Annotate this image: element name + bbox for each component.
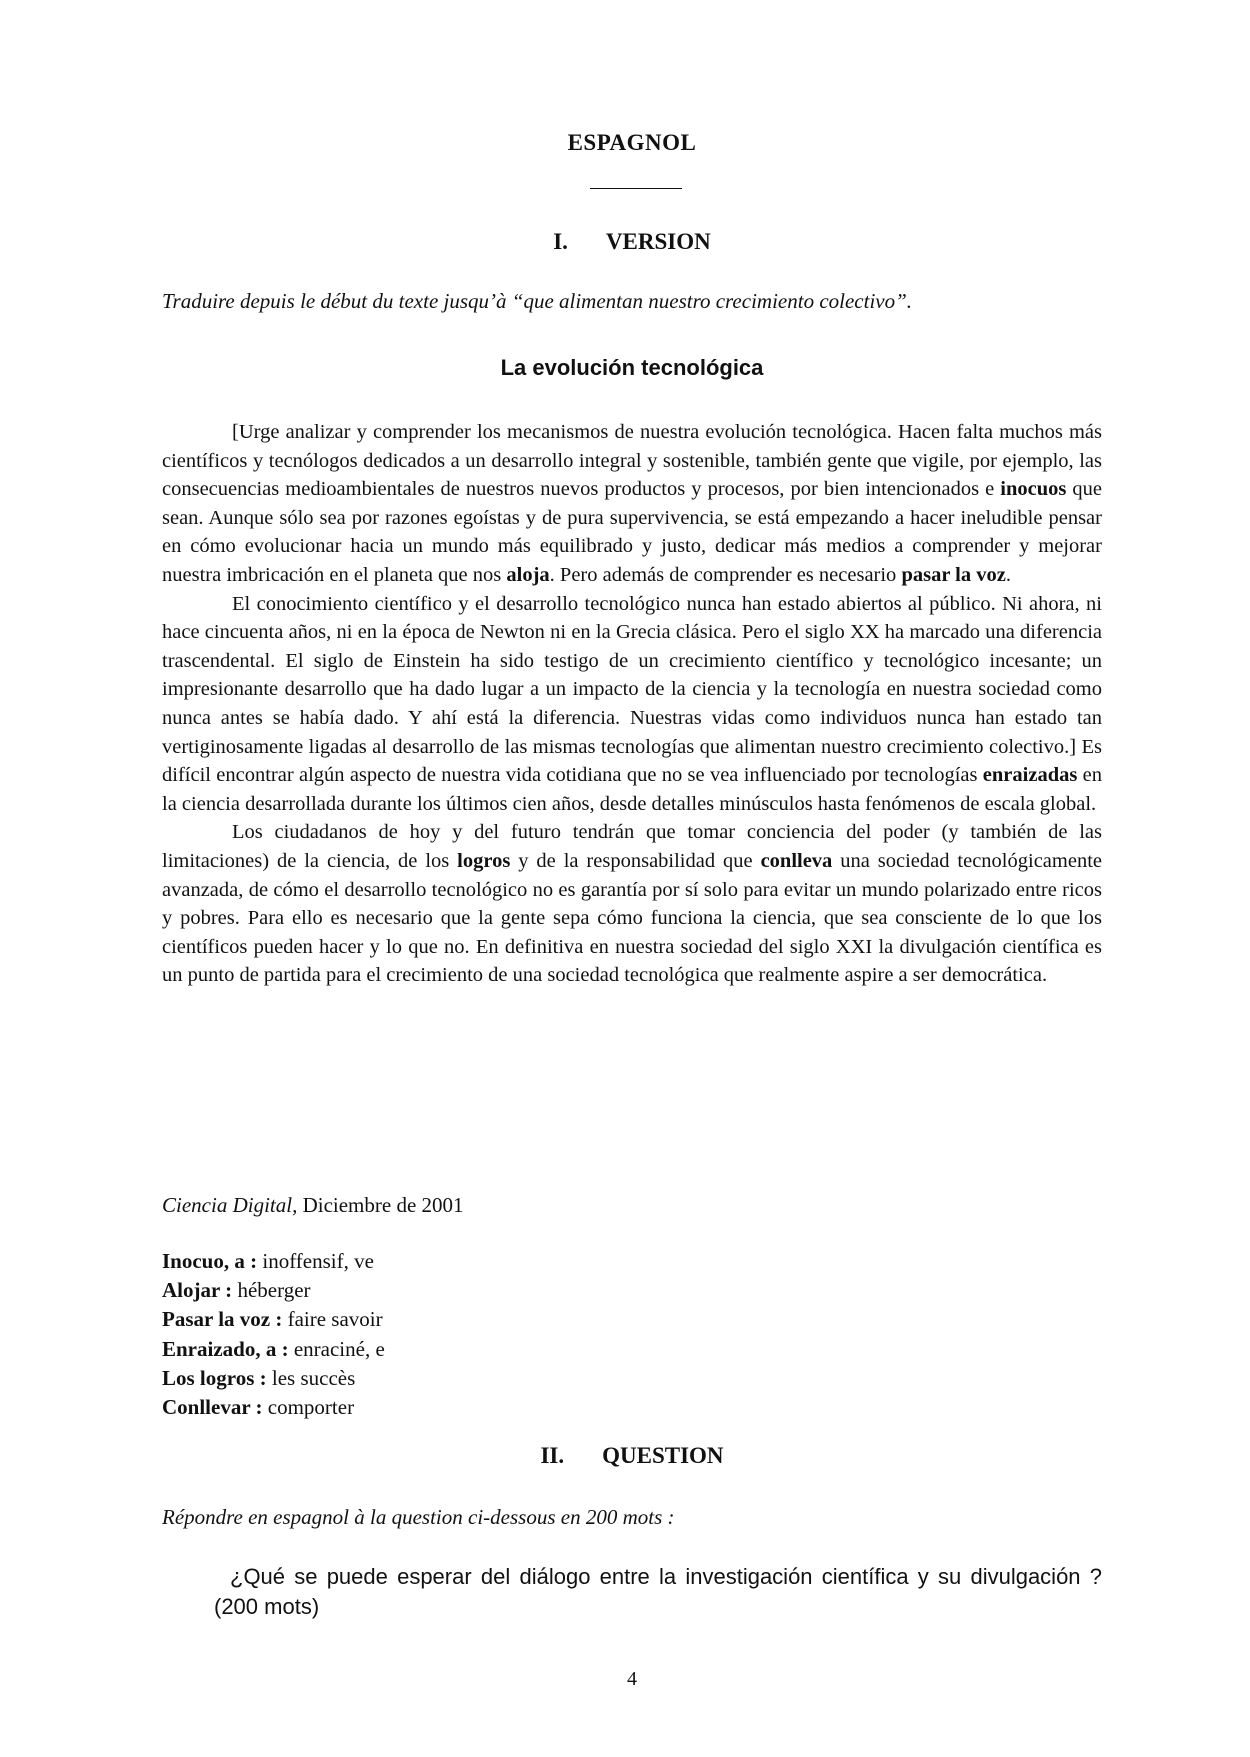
glossary-definition: les succès <box>266 1365 356 1390</box>
glossary-definition: inoffensif, ve <box>257 1249 374 1273</box>
title-underline <box>590 188 682 189</box>
source-name: Ciencia Digital, <box>162 1193 298 1217</box>
text-title: La evolución tecnológica <box>500 355 764 380</box>
word-count: (200 mots) <box>214 1594 320 1619</box>
text-run: . <box>1005 563 1011 586</box>
paragraph-3 <box>162 818 1102 990</box>
text-run: Los ciudadanos de hoy y del futuro tendrán que tomar conciencia del poder (y también de las limitaciones) de la ciencia, de los <box>162 821 1102 872</box>
keyword-conlleva: conlleva <box>760 849 833 872</box>
glossary-term: Enraizado, a : <box>162 1336 289 1361</box>
glossary-term: Pasar la voz : <box>162 1307 283 1332</box>
glossary-entry <box>162 1305 1102 1334</box>
version-instruction: Traduire depuis le début du texte jusqu’à “que alimentan nuestro crecimiento colectivo”. <box>162 289 913 313</box>
glossary-definition: enraciné, e <box>288 1336 385 1361</box>
article-body <box>162 418 1102 990</box>
glossary-definition: comporter <box>262 1395 355 1420</box>
glossary <box>162 1247 1102 1422</box>
text-run: [Urge analizar y comprender los mecanismos de nuestra evolución tecnológica. Hacen falta muchos más científicos y tecnólogos dedicados a un desarrollo integral y sostenible, también gente que vigile, por ejemplo, las consecuencias medioambientales de nuestros nuevos productos y procesos, por bien intencionados e <box>162 421 1102 501</box>
article-source <box>162 1193 1102 1218</box>
question-text: ¿Qué se puede esperar del diálogo entre la investigación científica y su divulgación ? <box>230 1564 1102 1589</box>
text-run: una sociedad tecnológicamente avanzada, de cómo el desarrollo tecnológico no es garantía por sí solo para evitar un mundo polarizado entre ricos y pobres. Para ello es necesario que la gente sepa cómo funciona la ciencia, que sea consciente de lo que los científicos pueden hacer y lo que no. En definitiva en nuestra sociedad del siglo XXI la divulgación científica es un punto de partida para el crecimiento de una sociedad tecnológica que realmente aspire a ser democrática. <box>162 849 1102 987</box>
text-run: El conocimiento científico y el desarrollo tecnológico nunca han estado abiertos al público. Ni ahora, ni hace cincuenta años, ni en la época de Newton ni en la Grecia clásica. Pero el siglo XX ha marcado una diferencia trascendental. El siglo de Einstein ha sido testigo de un crecimiento científico y tecnológico incesante; un impresionante desarrollo que ha dado lugar a un impacto de la ciencia y la tecnología en nuestra sociedad como nunca antes se había dado. Y ahí está la diferencia. Nuestras vidas como individuos nunca han estado tan vertiginosamente ligadas al desarrollo de las mismas tecnologías que alimentan nuestro crecimiento colectivo.] Es difícil encontrar algún aspecto de nuestra vida cotidiana que no se vea influenciado por tecnologías <box>162 592 1102 787</box>
text-run: en la ciencia desarrollada durante los últimos cien años, desde detalles minúsculos hasta fenómenos de escala global. <box>162 764 1102 815</box>
text-run: que sean. Aunque sólo sea por razones egoístas y de pura supervivencia, se está empezando a hacer ineludible pensar en cómo evolucionar hacia un mundo más equilibrado y justo, dedicar más medios a comprender y mejorar nuestra imbricación en el planeta que nos <box>162 478 1102 586</box>
paragraph-2 <box>162 590 1102 819</box>
paragraph-1 <box>162 418 1102 590</box>
glossary-entry <box>162 1276 1102 1305</box>
glossary-entry <box>162 1247 1102 1276</box>
essay-question <box>162 1562 1102 1622</box>
section-question-heading <box>162 1443 1102 1469</box>
subject-title: ESPAGNOL <box>567 130 697 155</box>
glossary-entry <box>162 1393 1102 1422</box>
source-date: Diciembre de 2001 <box>297 1193 464 1217</box>
keyword-logros: logros <box>457 849 511 872</box>
glossary-term: Conllevar : <box>162 1395 263 1420</box>
keyword-inocuos: inocuos <box>1000 478 1067 501</box>
keyword-enraizadas: enraizadas <box>982 764 1078 787</box>
section-number: I. <box>553 229 568 254</box>
section-title: QUESTION <box>602 1443 724 1468</box>
keyword-pasar-la-voz: pasar la voz <box>901 563 1006 586</box>
text-run: . Pero además de comprender es necesario <box>549 563 902 586</box>
page-number: 4 <box>627 1668 637 1690</box>
question-instruction: Répondre en espagnol à la question ci-dessous en 200 mots : <box>162 1505 675 1529</box>
text-run: y de la responsabilidad que <box>510 849 761 872</box>
document-page <box>162 0 1102 1757</box>
glossary-definition: héberger <box>232 1278 311 1303</box>
section-number: II. <box>540 1443 565 1468</box>
glossary-term: Inocuo, a : <box>162 1249 258 1273</box>
section-version-heading <box>162 229 1102 255</box>
keyword-aloja: aloja <box>506 563 550 586</box>
glossary-definition: faire savoir <box>282 1307 383 1332</box>
glossary-term: Alojar : <box>162 1278 233 1303</box>
glossary-entry <box>162 1335 1102 1364</box>
section-title: VERSION <box>605 229 711 254</box>
glossary-term: Los logros : <box>162 1365 267 1390</box>
glossary-entry <box>162 1364 1102 1393</box>
